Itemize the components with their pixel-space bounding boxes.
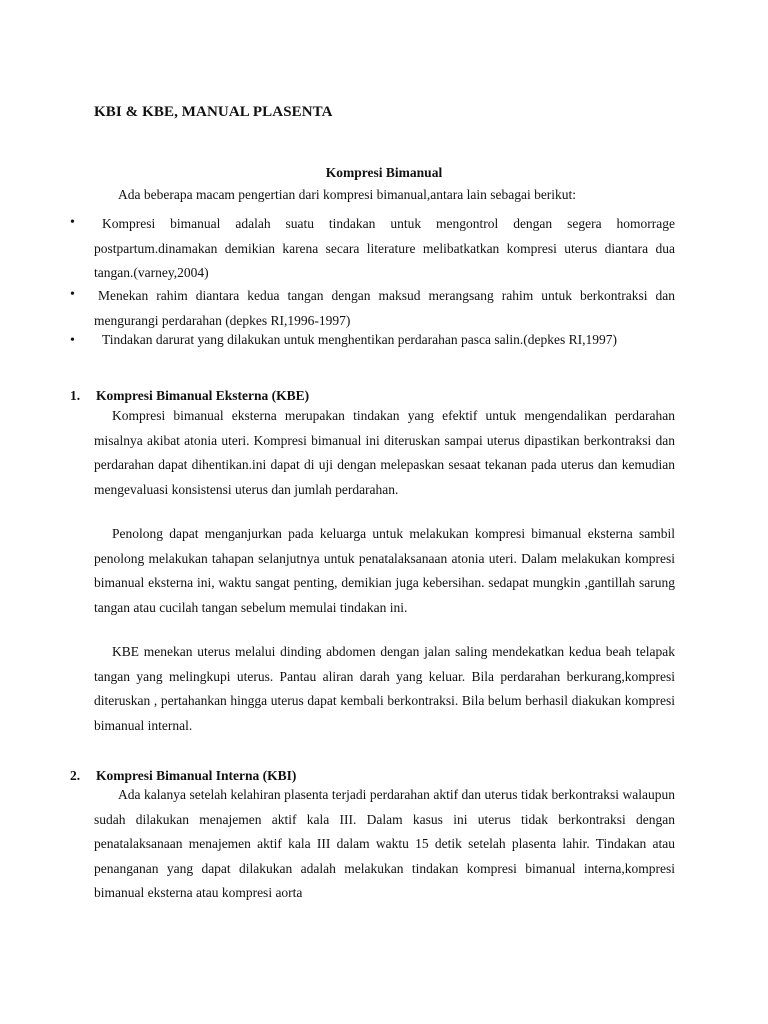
paragraph: Kompresi bimanual eksterna merupakan tindakan yang efektif untuk mengendalikan perdarahan misalnya akibat atonia uteri. Kompresi bimanual ini diteruskan sampai uterus dipastikan berkontraksi dan perdarahan dapat dihentikan.ini dapat di uji dengan melepaskan sesaat tekanan pada uterus dan kemudian mengevaluasi konsistensi uterus dan jumlah perdarahan. [94, 408, 675, 497]
section-number: 2. [70, 768, 81, 783]
document-title: KBI & KBE, MANUAL PLASENTA [94, 104, 333, 120]
section-number: 1. [70, 388, 81, 403]
paragraph: Ada kalanya setelah kelahiran plasenta terjadi perdarahan aktif dan uterus tidak berkontraksi walaupun sudah dilakukan menajemen aktif kala III. Dalam kasus ini uterus tidak berkontraksi dengan penatalaksanaan menajemen aktif kala III dalam waktu 15 detik setelah plasenta lahir. Tindakan atau penanganan yang dapat dilakukan adalah melakukan tindakan kompresi bimanual interna,kompresi bimanual eksterna atau kompresi aorta [94, 787, 675, 901]
bullet-item: Tindakan darurat yang dilakukan untuk menghentikan perdarahan pasca salin.(depkes RI,1997) [102, 332, 617, 347]
bullet-item: Kompresi bimanual adalah suatu tindakan untuk mengontrol dengan segera homorrage postpartum.dinamakan demikian karena secara literature melibatkatkan kompresi uterus diantara dua tangan.(varney,2004) [94, 216, 675, 281]
bullet-icon: • [70, 287, 75, 302]
bullet-icon: • [70, 215, 75, 230]
paragraph: Penolong dapat menganjurkan pada keluarga untuk melakukan kompresi bimanual eksterna sambil penolong melakukan tahapan selanjutnya untuk penatalaksanaan atonia uteri. Dalam melakukan kompresi bimanual eksterna ini, waktu sangat penting, demikian juga kebersihan. sedapat mungkin ,gantillah sarung tangan atau cucilah tangan sebelum memulai tindakan ini. [94, 526, 675, 615]
section-heading: Kompresi Bimanual Eksterna (KBE) [96, 388, 310, 403]
section-heading: Kompresi Bimanual Interna (KBI) [96, 768, 297, 783]
bullet-icon: • [70, 333, 75, 348]
intro-text: Ada beberapa macam pengertian dari kompresi bimanual,antara lain sebagai berikut: [118, 187, 577, 202]
bullet-item: Menekan rahim diantara kedua tangan dengan maksud merangsang rahim untuk berkontraksi dan mengurangi perdarahan (depkes RI,1996-1997) [94, 288, 675, 328]
paragraph: KBE menekan uterus melalui dinding abdomen dengan jalan saling mendekatkan kedua beah telapak tangan yang melingkupi uterus. Pantau aliran darah yang keluar. Bila perdarahan berkurang,kompresi diteruskan , pertahankan hingga uterus dapat kembali berkontraksi. Bila belum berhasil diakukan kompresi bimanual internal. [94, 644, 675, 733]
section-subtitle: Kompresi Bimanual [325, 165, 443, 180]
